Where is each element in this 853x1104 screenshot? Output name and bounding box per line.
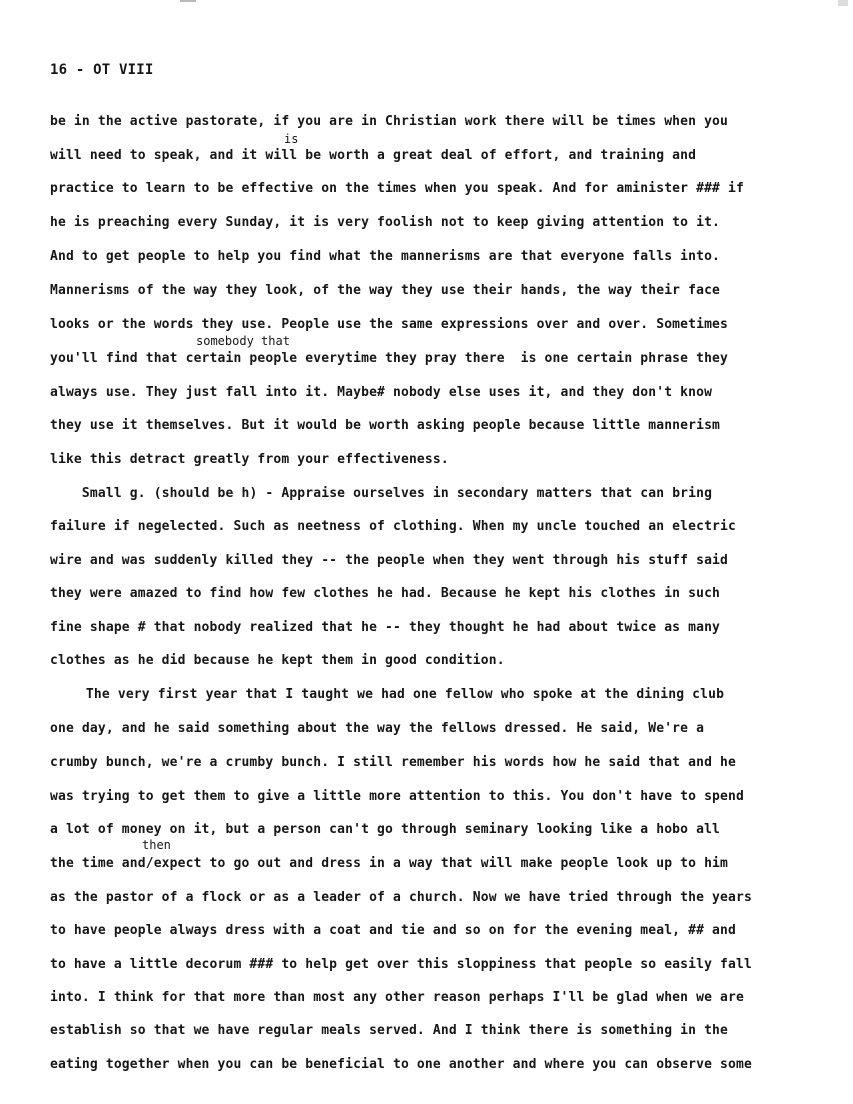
text-line: And to get people to help you find what the mannerisms are that everyone falls into. <box>50 249 721 264</box>
text-line: Mannerisms of the way they look, of the way they use their hands, the way their face <box>50 283 721 298</box>
text-line: eating together when you can be beneficial to one another and where you can observe some <box>50 1057 752 1072</box>
text-line: into. I think for that more than most any other reason perhaps I'll be glad when we are <box>50 990 744 1005</box>
text-line: one day, and he said something about the way the fellows dressed. He said, We're a <box>50 721 705 736</box>
text-line: always use. They just fall into it. Maybe# nobody else uses it, and they don't know <box>50 385 713 400</box>
page-header: 16 - OT VIII <box>50 62 154 78</box>
text-line: a lot of money on it, but a person can't go through seminary looking like a hobo all <box>50 822 721 837</box>
interlinear-is: is <box>284 132 299 146</box>
text-line: like this detract greatly from your effectiveness. <box>50 452 449 467</box>
text-line: looks or the words they use. People use the same expressions over and over. Sometimes <box>50 317 729 332</box>
text-line: the time and/expect to go out and dress in a way that will make people look up to him <box>50 856 729 871</box>
text-line: he is preaching every Sunday, it is very foolish not to keep giving attention to it. <box>50 215 721 230</box>
interlinear-then: then <box>142 838 171 852</box>
text-line: they were amazed to find how few clothes he had. Because he kept his clothes in such <box>50 586 721 601</box>
text-line: failure if negelected. Such as neetness of clothing. When my uncle touched an electric <box>50 519 736 534</box>
text-line: establish so that we have regular meals served. And I think there is something in the <box>50 1023 729 1038</box>
text-line: to have a little decorum ### to help get over this sloppiness that people so easily fall <box>50 957 752 972</box>
text-line: wire and was suddenly killed they -- the people when they went through his stuff said <box>50 553 729 568</box>
text-line: will need to speak, and it will be worth a great deal of effort, and training and <box>50 148 697 163</box>
text-line: they use it themselves. But it would be worth asking people because little mannerism <box>50 418 721 433</box>
text-line: was trying to get them to give a little more attention to this. You don't have to spend <box>50 789 744 804</box>
text-line: you'll find that certain people everytime they pray there is one certain phrase they <box>50 351 729 366</box>
text-line: to have people always dress with a coat and tie and so on for the evening meal, ## and <box>50 923 736 938</box>
text-line: clothes as he did because he kept them in good condition. <box>50 653 505 668</box>
text-line: be in the active pastorate, if you are in Christian work there will be times when you <box>50 114 729 129</box>
interlinear-somebody-that: somebody that <box>196 334 290 348</box>
text-line: as the pastor of a flock or as a leader of a church. Now we have tried through the years <box>50 890 752 905</box>
scan-mark <box>180 0 196 2</box>
text-line: crumby bunch, we're a crumby bunch. I still remember his words how he said that and he <box>50 755 736 770</box>
scan-corner-mark <box>838 0 848 6</box>
text-line: The very first year that I taught we had one fellow who spoke at the dining club <box>62 687 725 702</box>
text-line: fine shape # that nobody realized that he -- they thought he had about twice as many <box>50 620 721 635</box>
text-line: Small g. (should be h) - Appraise ourselves in secondary matters that can bring <box>58 486 713 501</box>
text-line: practice to learn to be effective on the times when you speak. And for aminister ### if <box>50 181 744 196</box>
